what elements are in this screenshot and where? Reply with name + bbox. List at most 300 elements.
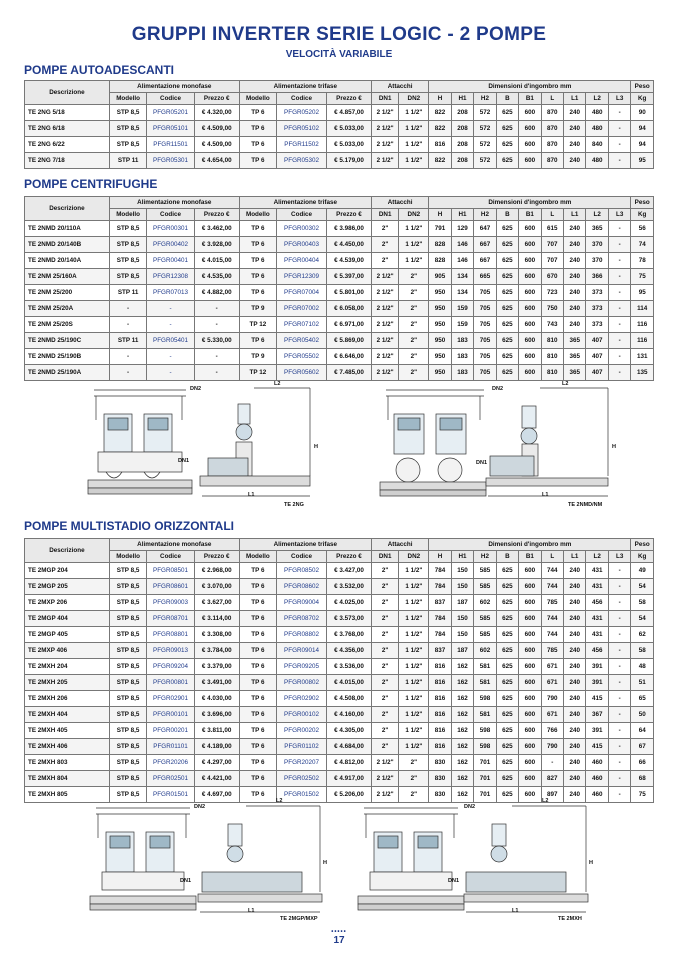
table-cell: 64 bbox=[631, 723, 654, 739]
header-attacchi: Attacchi bbox=[371, 81, 428, 93]
table-cell: 183 bbox=[451, 349, 473, 365]
table-cell: 2 1/2" bbox=[371, 771, 398, 787]
table-cell: 750 bbox=[541, 301, 563, 317]
header-peso: Peso bbox=[631, 197, 654, 209]
table-cell: 240 bbox=[564, 659, 586, 675]
header-col: H2 bbox=[474, 551, 496, 563]
table-cell: 162 bbox=[451, 755, 473, 771]
table-cell: 2 1/2" bbox=[371, 301, 398, 317]
table-cell: 572 bbox=[474, 121, 496, 137]
table-cell: 1 1/2" bbox=[399, 121, 429, 137]
table-header bbox=[25, 539, 654, 563]
table-cell: 810 bbox=[541, 333, 563, 349]
table-cell: PFGR12309 bbox=[277, 269, 327, 285]
table-cell: 2 1/2" bbox=[371, 121, 398, 137]
row-description: TE 2MGP 404 bbox=[25, 611, 110, 627]
table-cell: 240 bbox=[564, 787, 586, 803]
header-col: L1 bbox=[564, 551, 586, 563]
table-row bbox=[25, 317, 654, 333]
table-cell: 837 bbox=[429, 643, 451, 659]
table-cell: STP 8,5 bbox=[109, 253, 146, 269]
table-cell: 950 bbox=[429, 285, 451, 301]
table-cell: 615 bbox=[541, 221, 563, 237]
table-cell: PFGR02501 bbox=[147, 771, 194, 787]
header-row-columns bbox=[25, 209, 654, 221]
header-descrizione: Descrizione bbox=[25, 197, 110, 221]
diagram-label-dn2: DN2 bbox=[190, 386, 202, 392]
table-cell: 134 bbox=[451, 285, 473, 301]
table-cell: € 4.684,00 bbox=[327, 739, 372, 755]
table-cell: 2" bbox=[371, 563, 398, 579]
table-cell: - bbox=[194, 365, 239, 381]
table-cell: € 3.427,00 bbox=[327, 563, 372, 579]
table-cell: 1 1/2" bbox=[399, 723, 429, 739]
table-cell: 129 bbox=[451, 221, 473, 237]
diagram-label-dn1: DN1 bbox=[448, 878, 460, 884]
table-cell: 766 bbox=[541, 723, 563, 739]
table-cell: STP 8,5 bbox=[109, 771, 146, 787]
table-row bbox=[25, 253, 654, 269]
table-cell: 625 bbox=[496, 365, 518, 381]
table-cell: 600 bbox=[519, 317, 541, 333]
table-cell: 67 bbox=[631, 739, 654, 755]
table-cell: 431 bbox=[586, 611, 608, 627]
table-cell: 723 bbox=[541, 285, 563, 301]
diagram-te-2mxh-drawing bbox=[352, 800, 600, 924]
header-col: B1 bbox=[519, 551, 541, 563]
row-description: TE 2MXH 206 bbox=[25, 691, 110, 707]
header-col: L1 bbox=[564, 93, 586, 105]
table-cell: 1 1/2" bbox=[399, 707, 429, 723]
table-cell: STP 8,5 bbox=[109, 121, 146, 137]
header-col: DN1 bbox=[371, 551, 398, 563]
page-number: 17 bbox=[333, 935, 345, 946]
table-cell: 240 bbox=[564, 691, 586, 707]
table-cell: TP 6 bbox=[239, 121, 276, 137]
table-cell: € 7.485,00 bbox=[327, 365, 372, 381]
table-cell: € 4.697,00 bbox=[194, 787, 239, 803]
table-cell: PFGR07004 bbox=[277, 285, 327, 301]
table-cell: - bbox=[608, 253, 630, 269]
table-cell: 816 bbox=[429, 739, 451, 755]
header-col: DN1 bbox=[371, 93, 398, 105]
table-cell: PFGR02901 bbox=[147, 691, 194, 707]
table-cell: € 4.030,00 bbox=[194, 691, 239, 707]
header-col: Modello bbox=[109, 93, 146, 105]
table-row bbox=[25, 221, 654, 237]
table-cell: PFGR00101 bbox=[147, 707, 194, 723]
header-row-columns bbox=[25, 551, 654, 563]
table-cell: 2" bbox=[399, 755, 429, 771]
header-attacchi: Attacchi bbox=[371, 539, 428, 551]
table-cell: STP 8,5 bbox=[109, 595, 146, 611]
table-cell: 701 bbox=[474, 771, 496, 787]
table-cell: € 6.058,00 bbox=[327, 301, 372, 317]
table-cell: 2" bbox=[371, 237, 398, 253]
table-cell: PFGR00403 bbox=[277, 237, 327, 253]
header-col: Modello bbox=[239, 551, 276, 563]
table-cell: 2 1/2" bbox=[371, 153, 398, 169]
header-kg: Kg bbox=[631, 93, 654, 105]
table-cell: € 4.882,00 bbox=[194, 285, 239, 301]
table-cell: 744 bbox=[541, 579, 563, 595]
table-cell: 816 bbox=[429, 691, 451, 707]
table-cell: PFGR09013 bbox=[147, 643, 194, 659]
table-cell: 625 bbox=[496, 659, 518, 675]
table-cell: 625 bbox=[496, 153, 518, 169]
table-cell: 2 1/2" bbox=[371, 269, 398, 285]
table-cell: STP 11 bbox=[109, 153, 146, 169]
header-monofase: Alimentazione monofase bbox=[109, 81, 239, 93]
table-row bbox=[25, 137, 654, 153]
table-cell: 58 bbox=[631, 595, 654, 611]
header-col: B bbox=[496, 209, 518, 221]
table-cell: 240 bbox=[564, 707, 586, 723]
table-cell: 162 bbox=[451, 675, 473, 691]
table-cell: 600 bbox=[519, 595, 541, 611]
table-cell: PFGR01502 bbox=[277, 787, 327, 803]
table-cell: 585 bbox=[474, 611, 496, 627]
table-cell: - bbox=[541, 755, 563, 771]
header-col: L2 bbox=[586, 209, 608, 221]
diagram-te-2nmd bbox=[372, 381, 622, 512]
header-col: H1 bbox=[451, 551, 473, 563]
table-cell: 600 bbox=[519, 253, 541, 269]
table-cell: 62 bbox=[631, 627, 654, 643]
table-cell: 407 bbox=[586, 349, 608, 365]
table-cell: € 4.917,00 bbox=[327, 771, 372, 787]
table-cell: PFGR08501 bbox=[147, 563, 194, 579]
table-cell: TP 6 bbox=[239, 137, 276, 153]
table-cell: 240 bbox=[564, 221, 586, 237]
table-cell: 51 bbox=[631, 675, 654, 691]
header-row-groups bbox=[25, 539, 654, 551]
header-col: H bbox=[429, 209, 451, 221]
table-cell: - bbox=[608, 643, 630, 659]
table-cell: 705 bbox=[474, 301, 496, 317]
table-cell: 598 bbox=[474, 739, 496, 755]
row-description: TE 2NMD 20/110A bbox=[25, 221, 110, 237]
table-cell: 480 bbox=[586, 105, 608, 121]
table-cell: PFGR00102 bbox=[277, 707, 327, 723]
table-cell: TP 6 bbox=[239, 707, 276, 723]
table-cell: 460 bbox=[586, 787, 608, 803]
row-description: TE 2NMD 20/140A bbox=[25, 253, 110, 269]
table-cell: € 3.573,00 bbox=[327, 611, 372, 627]
table-cell: 48 bbox=[631, 659, 654, 675]
table-cell: 705 bbox=[474, 285, 496, 301]
table-cell: 790 bbox=[541, 739, 563, 755]
table-cell: 840 bbox=[586, 137, 608, 153]
table-cell: 90 bbox=[631, 105, 654, 121]
table-cell: TP 6 bbox=[239, 771, 276, 787]
table-cell: 415 bbox=[586, 739, 608, 755]
table-row bbox=[25, 349, 654, 365]
table-cell: 2" bbox=[399, 787, 429, 803]
table-cell: PFGR09003 bbox=[147, 595, 194, 611]
table-cell: € 4.450,00 bbox=[327, 237, 372, 253]
table-cell: TP 6 bbox=[239, 563, 276, 579]
table-cell: - bbox=[608, 269, 630, 285]
table-cell: 905 bbox=[429, 269, 451, 285]
table-cell: 2" bbox=[371, 595, 398, 611]
table-cell: 240 bbox=[564, 627, 586, 643]
table-cell: STP 8,5 bbox=[109, 627, 146, 643]
table-cell: 150 bbox=[451, 627, 473, 643]
table-cell: 162 bbox=[451, 771, 473, 787]
table-cell: STP 8,5 bbox=[109, 675, 146, 691]
table-cell: 456 bbox=[586, 595, 608, 611]
diagram-te-2ng bbox=[78, 381, 324, 512]
header-col: Prezzo € bbox=[327, 209, 372, 221]
table-cell: 600 bbox=[519, 579, 541, 595]
table-cell: 94 bbox=[631, 137, 654, 153]
table-cell: 625 bbox=[496, 105, 518, 121]
diagram-te-2mgp bbox=[80, 800, 330, 924]
table-cell: € 3.114,00 bbox=[194, 611, 239, 627]
table-cell: STP 8,5 bbox=[109, 723, 146, 739]
table-cell: 1 1/2" bbox=[399, 153, 429, 169]
table-cell: - bbox=[608, 153, 630, 169]
table-cell: 950 bbox=[429, 333, 451, 349]
table-cell: TP 6 bbox=[239, 285, 276, 301]
table-cell: 2" bbox=[371, 643, 398, 659]
table-cell: PFGR00401 bbox=[147, 253, 194, 269]
table-cell: 74 bbox=[631, 237, 654, 253]
table-cell: € 5.033,00 bbox=[327, 121, 372, 137]
table-cell: 240 bbox=[564, 643, 586, 659]
table-cell: 1 1/2" bbox=[399, 595, 429, 611]
table-cell: 66 bbox=[631, 755, 654, 771]
table-cell: 365 bbox=[564, 333, 586, 349]
table-cell: 208 bbox=[451, 137, 473, 153]
table-cell: 585 bbox=[474, 627, 496, 643]
table-cell: € 4.421,00 bbox=[194, 771, 239, 787]
table-cell: 625 bbox=[496, 317, 518, 333]
table-cell: 585 bbox=[474, 579, 496, 595]
table-cell: STP 8,5 bbox=[109, 691, 146, 707]
table-cell: 150 bbox=[451, 611, 473, 627]
header-col: DN2 bbox=[399, 551, 429, 563]
table-cell: 625 bbox=[496, 787, 518, 803]
table-cell: 822 bbox=[429, 105, 451, 121]
table-cell: STP 8,5 bbox=[109, 105, 146, 121]
table-cell: STP 8,5 bbox=[109, 755, 146, 771]
table-cell: STP 8,5 bbox=[109, 137, 146, 153]
table-cell: 625 bbox=[496, 285, 518, 301]
table-cell: - bbox=[608, 237, 630, 253]
table-cell: - bbox=[608, 563, 630, 579]
table-cell: - bbox=[608, 285, 630, 301]
table-cell: 365 bbox=[564, 349, 586, 365]
table-header bbox=[25, 81, 654, 105]
table-cell: - bbox=[608, 349, 630, 365]
header-row-groups bbox=[25, 81, 654, 93]
table-cell: 2" bbox=[399, 365, 429, 381]
table-cell: € 3.308,00 bbox=[194, 627, 239, 643]
table-cell: 407 bbox=[586, 333, 608, 349]
table-cell: 625 bbox=[496, 755, 518, 771]
table-cell: 162 bbox=[451, 723, 473, 739]
table-cell: 671 bbox=[541, 675, 563, 691]
diagram-label-h: H bbox=[589, 860, 593, 866]
table-cell: 240 bbox=[564, 611, 586, 627]
header-col: DN1 bbox=[371, 209, 398, 221]
table-cell: - bbox=[608, 707, 630, 723]
table-row bbox=[25, 579, 654, 595]
table-body bbox=[25, 563, 654, 803]
table-cell: 665 bbox=[474, 269, 496, 285]
table-cell: 54 bbox=[631, 579, 654, 595]
header-col: Codice bbox=[277, 209, 327, 221]
table-cell: - bbox=[109, 301, 146, 317]
table-cell: 150 bbox=[451, 579, 473, 595]
table-cell: PFGR08702 bbox=[277, 611, 327, 627]
table-cell: 365 bbox=[586, 221, 608, 237]
table-cell: 581 bbox=[474, 675, 496, 691]
table-cell: 625 bbox=[496, 269, 518, 285]
table-row bbox=[25, 595, 654, 611]
table-cell: - bbox=[109, 349, 146, 365]
table-cell: 600 bbox=[519, 237, 541, 253]
table-cell: 460 bbox=[586, 771, 608, 787]
table-cell: 625 bbox=[496, 627, 518, 643]
table-cell: 240 bbox=[564, 237, 586, 253]
table-cell: PFGR01101 bbox=[147, 739, 194, 755]
table-row bbox=[25, 771, 654, 787]
row-description: TE 2NM 25/20A bbox=[25, 301, 110, 317]
table-cell: 240 bbox=[564, 675, 586, 691]
page-footer bbox=[0, 929, 678, 946]
table-cell: 2 1/2" bbox=[371, 349, 398, 365]
table-cell: TP 6 bbox=[239, 723, 276, 739]
table-cell: - bbox=[194, 317, 239, 333]
row-description: TE 2MXH 406 bbox=[25, 739, 110, 755]
table-cell: 58 bbox=[631, 643, 654, 659]
header-col: L bbox=[541, 93, 563, 105]
table-cell: PFGR20207 bbox=[277, 755, 327, 771]
table-cell: 600 bbox=[519, 105, 541, 121]
table-cell: - bbox=[608, 579, 630, 595]
table-cell: PFGR05101 bbox=[147, 121, 194, 137]
table-cell: TP 6 bbox=[239, 579, 276, 595]
table-cell: STP 8,5 bbox=[109, 643, 146, 659]
table-cell: 816 bbox=[429, 659, 451, 675]
row-description: TE 2NMD 25/190C bbox=[25, 333, 110, 349]
table-cell: 56 bbox=[631, 221, 654, 237]
header-col: B bbox=[496, 93, 518, 105]
diagram-label-dn2: DN2 bbox=[194, 804, 206, 810]
table-cell: TP 6 bbox=[239, 221, 276, 237]
table-cell: 600 bbox=[519, 675, 541, 691]
table-cell: - bbox=[608, 137, 630, 153]
table-cell: 2" bbox=[371, 723, 398, 739]
table-cell: 68 bbox=[631, 771, 654, 787]
table-cell: 600 bbox=[519, 563, 541, 579]
table-cell: 366 bbox=[586, 269, 608, 285]
table-cell: 2 1/2" bbox=[371, 105, 398, 121]
row-description: TE 2MXH 803 bbox=[25, 755, 110, 771]
table-cell: PFGR00302 bbox=[277, 221, 327, 237]
table-row bbox=[25, 723, 654, 739]
table-cell: 2" bbox=[399, 269, 429, 285]
table-cell: 572 bbox=[474, 137, 496, 153]
table-cell: - bbox=[608, 121, 630, 137]
table-cell: PFGR20206 bbox=[147, 755, 194, 771]
table-cell: 240 bbox=[564, 285, 586, 301]
table-cell: € 5.801,00 bbox=[327, 285, 372, 301]
table-cell: 625 bbox=[496, 595, 518, 611]
table-cell: 816 bbox=[429, 723, 451, 739]
table-cell: € 2.968,00 bbox=[194, 563, 239, 579]
row-description: TE 2MGP 405 bbox=[25, 627, 110, 643]
table-cell: PFGR11501 bbox=[147, 137, 194, 153]
table-cell: 705 bbox=[474, 365, 496, 381]
header-col: Prezzo € bbox=[194, 209, 239, 221]
table-cell: € 3.986,00 bbox=[327, 221, 372, 237]
header-trifase: Alimentazione trifase bbox=[239, 539, 371, 551]
table-cell: 600 bbox=[519, 691, 541, 707]
table-cell: 602 bbox=[474, 643, 496, 659]
table-cell: 2" bbox=[371, 253, 398, 269]
table-cell: 581 bbox=[474, 659, 496, 675]
table-cell: PFGR08801 bbox=[147, 627, 194, 643]
table-cell: 2 1/2" bbox=[371, 285, 398, 301]
table-cell: 116 bbox=[631, 317, 654, 333]
table-cell: 2 1/2" bbox=[371, 137, 398, 153]
table-cell: 625 bbox=[496, 579, 518, 595]
header-monofase: Alimentazione monofase bbox=[109, 197, 239, 209]
table-cell: 830 bbox=[429, 787, 451, 803]
table-cell: 784 bbox=[429, 611, 451, 627]
table-cell: € 6.646,00 bbox=[327, 349, 372, 365]
row-description: TE 2MGP 205 bbox=[25, 579, 110, 595]
header-attacchi: Attacchi bbox=[371, 197, 428, 209]
table-cell: - bbox=[608, 317, 630, 333]
table-cell: 784 bbox=[429, 563, 451, 579]
table-cell: € 3.768,00 bbox=[327, 627, 372, 643]
row-description: TE 2NG 6/22 bbox=[25, 137, 110, 153]
table-cell: 2" bbox=[399, 317, 429, 333]
header-col: DN2 bbox=[399, 209, 429, 221]
header-col: H bbox=[429, 93, 451, 105]
table-cell: 625 bbox=[496, 221, 518, 237]
table-cell: - bbox=[109, 365, 146, 381]
table-cell: PFGR05202 bbox=[277, 105, 327, 121]
row-description: TE 2MXH 804 bbox=[25, 771, 110, 787]
table-cell: 744 bbox=[541, 611, 563, 627]
table-cell: 600 bbox=[519, 285, 541, 301]
table-cell: 2" bbox=[371, 659, 398, 675]
table-cell: PFGR09205 bbox=[277, 659, 327, 675]
table-centrifughe bbox=[24, 196, 654, 381]
table-cell: € 3.784,00 bbox=[194, 643, 239, 659]
diagram-label-h: H bbox=[612, 444, 616, 450]
table-cell: 600 bbox=[519, 627, 541, 643]
table-cell: 598 bbox=[474, 691, 496, 707]
table-cell: - bbox=[194, 301, 239, 317]
table-cell: 2" bbox=[371, 707, 398, 723]
table-cell: 54 bbox=[631, 611, 654, 627]
table-cell: - bbox=[608, 365, 630, 381]
table-cell: 625 bbox=[496, 643, 518, 659]
table-cell: 1 1/2" bbox=[399, 739, 429, 755]
header-col: Prezzo € bbox=[327, 93, 372, 105]
table-body bbox=[25, 221, 654, 381]
table-cell: TP 6 bbox=[239, 237, 276, 253]
header-col: Codice bbox=[147, 551, 194, 563]
table-cell: PFGR00201 bbox=[147, 723, 194, 739]
